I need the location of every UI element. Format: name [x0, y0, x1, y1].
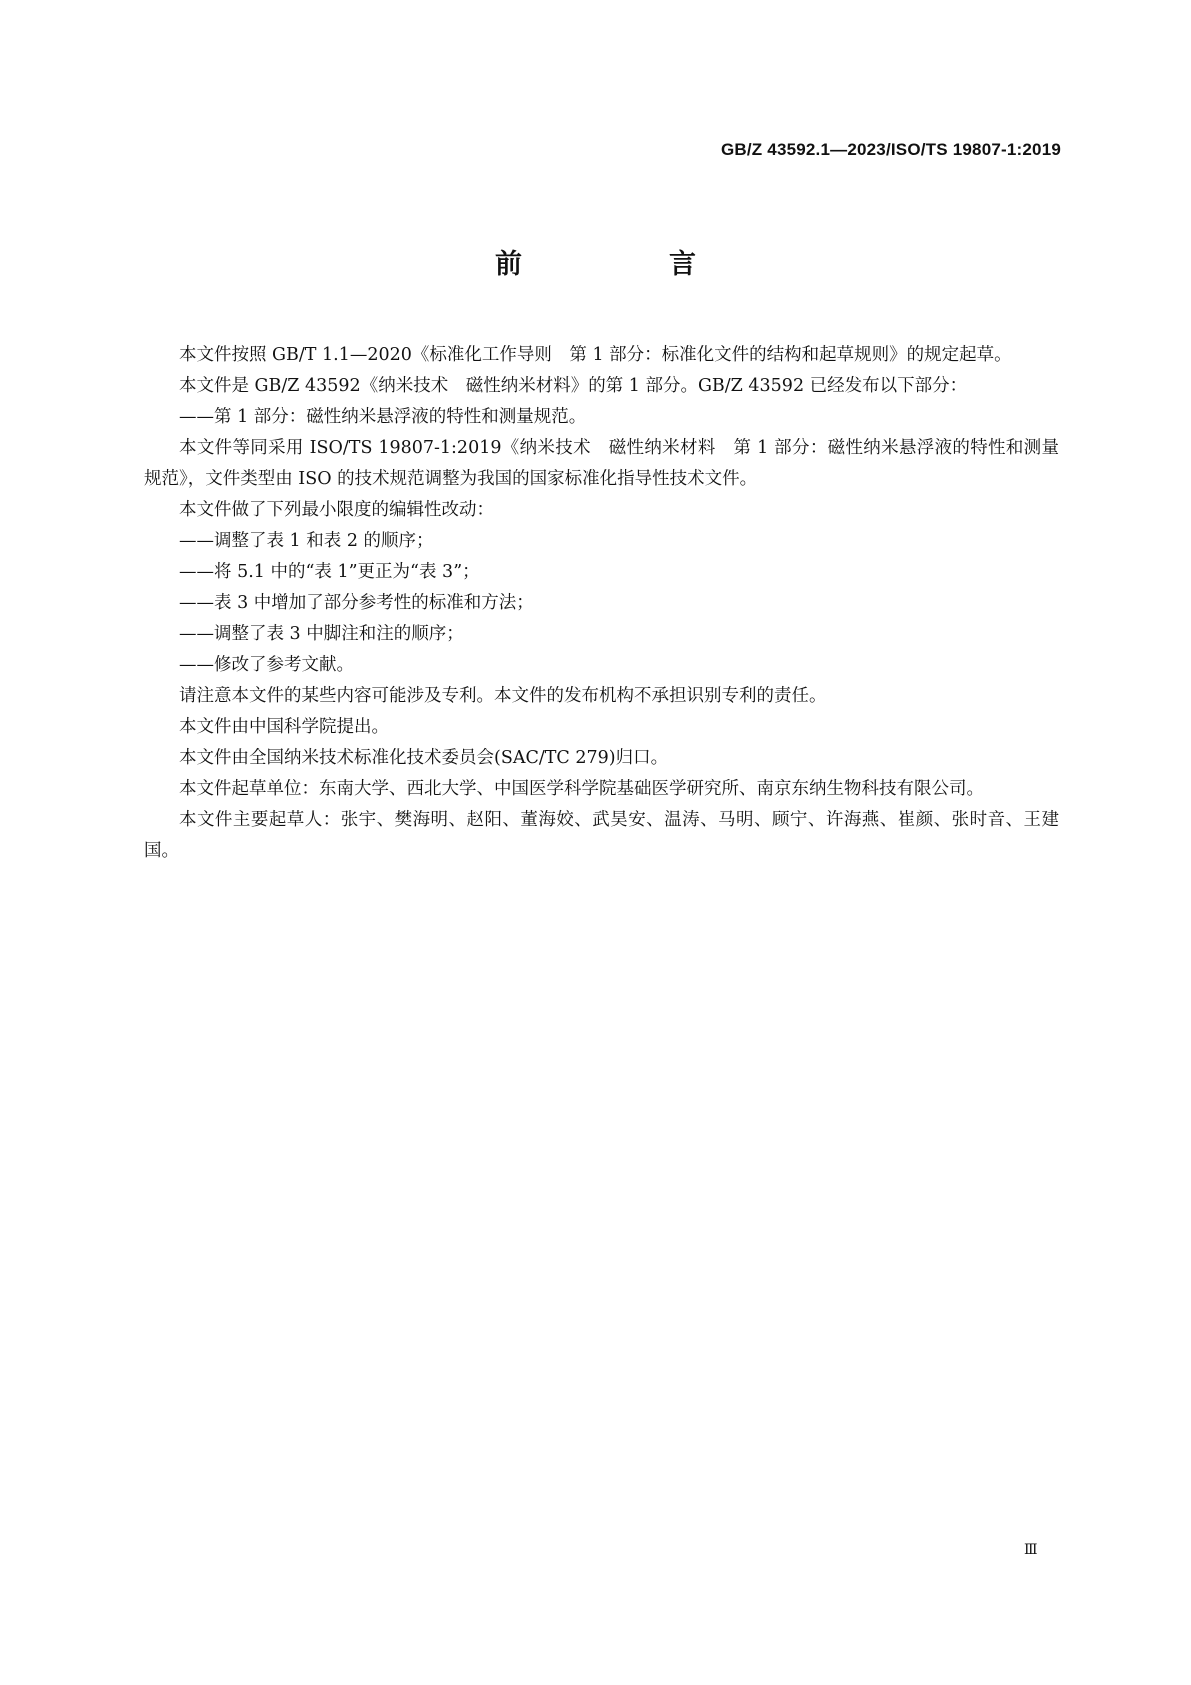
- list-item-change-1: ——调整了表 1 和表 2 的顺序；: [179, 531, 434, 551]
- page-title: 前 言: [495, 249, 756, 280]
- paragraph-technical-committee: 本文件由全国纳米技术标准化技术委员会(SAC/TC 279)归口。: [179, 748, 669, 768]
- paragraph-main-drafters: 本文件主要起草人：张宇、樊海明、赵阳、董海姣、武昊安、温涛、马明、顾宁、许海燕、崔颜、张时音、王建国。: [144, 810, 1059, 861]
- foreword-body: [144, 340, 1059, 867]
- paragraph-drafting-units: 本文件起草单位：东南大学、西北大学、中国医学科学院基础医学研究所、南京东纳生物科技有限公司。: [179, 779, 984, 799]
- page-number: Ⅲ: [1024, 1542, 1038, 1558]
- list-item-change-2: ——将 5.1 中的“表 1”更正为“表 3”；: [179, 562, 480, 582]
- standard-number-header: GB/Z 43592.1—2023/ISO/TS 19807-1:2019: [720, 140, 1061, 159]
- list-item-part-1: ——第 1 部分：磁性纳米悬浮液的特性和测量规范。: [179, 407, 587, 427]
- paragraph-identical-adoption: 本文件等同采用 ISO/TS 19807-1:2019《纳米技术 磁性纳米材料 第 1 部分：磁性纳米悬浮液的特性和测量规范》，文件类型由 ISO 的技术规范调整为我国的国家标准化指导性技术文件。: [144, 438, 1059, 489]
- paragraph-proposed-by: 本文件由中国科学院提出。: [179, 717, 389, 737]
- list-item-change-3: ——表 3 中增加了部分参考性的标准和方法；: [179, 593, 534, 613]
- paragraph-part-of-series: 本文件是 GB/Z 43592《纳米技术 磁性纳米材料》的第 1 部分。GB/Z 43592 已经发布以下部分：: [179, 376, 968, 396]
- paragraph-drafting-rules: 本文件按照 GB/T 1.1—2020《标准化工作导则 第 1 部分：标准化文件的结构和起草规则》的规定起草。: [179, 345, 1012, 365]
- paragraph-editorial-changes: 本文件做了下列最小限度的编辑性改动：: [179, 500, 494, 520]
- list-item-change-5: ——修改了参考文献。: [179, 655, 354, 675]
- list-item-change-4: ——调整了表 3 中脚注和注的顺序；: [179, 624, 464, 644]
- paragraph-patent-notice: 请注意本文件的某些内容可能涉及专利。本文件的发布机构不承担识别专利的责任。: [179, 686, 827, 706]
